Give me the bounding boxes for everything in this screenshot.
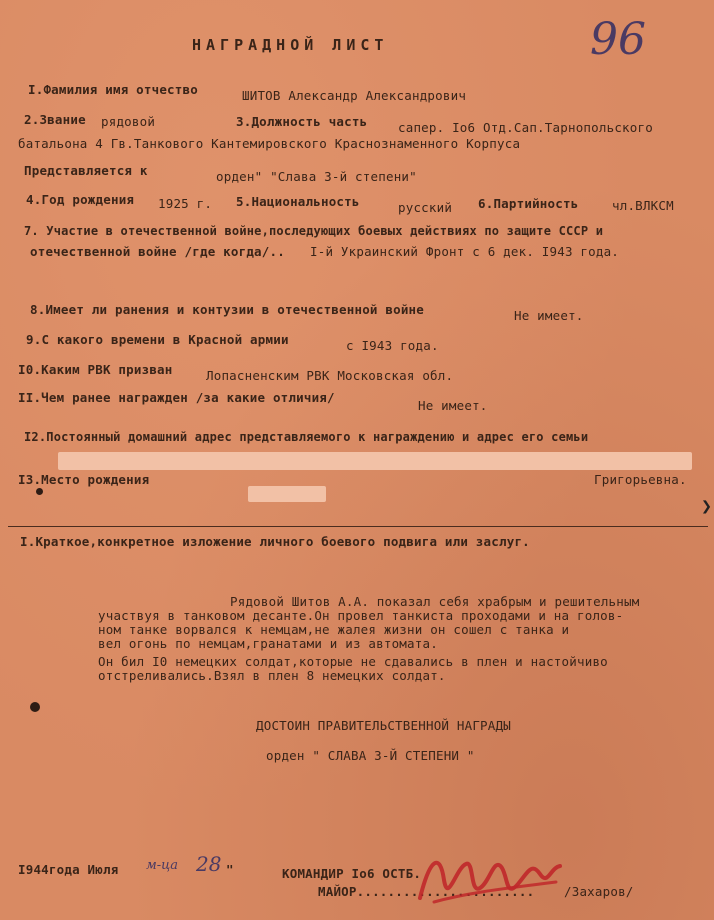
row5-label: 5.Национальность [236,194,360,209]
date-day-handwritten: 28 [196,852,222,876]
row12-value-tail: Григорьевна. [594,472,687,487]
document-title: НАГРАДНОЙ ЛИСТ [192,36,389,54]
date-month-handwritten: м-ца [146,858,178,873]
feat-line: Рядовой Шитов А.А. показал себя храбрым и решительным [230,594,640,609]
redaction-bar [248,486,326,502]
present-value: орден" "Слава 3-й степени" [216,169,417,184]
ink-blot [30,702,40,712]
conclusion-line: ДОСТОИН ПРАВИТЕЛЬСТВЕННОЙ НАГРАДЫ [256,718,511,733]
row1-label: I.Фамилия имя отчество [28,82,198,97]
row9-label: 9.С какого времени в Красной армии [26,332,289,347]
date-prefix: I944года Июля [18,862,119,877]
feat-line: вел огонь по немцам,гранатами и из автомата. [98,636,438,651]
row4-label: 4.Год рождения [26,192,135,207]
row8-label: 8.Имеет ли ранения и контузии в отечественной войне [30,302,425,317]
feat-line: отстреливались.Взял в плен 8 немецких солдат. [98,668,446,683]
conclusion-award: орден " СЛАВА 3-Й СТЕПЕНИ " [266,748,475,763]
row6-label: 6.Партийность [478,196,579,211]
row5-value: русский [398,200,453,215]
row1-value: ШИТОВ Александр Александрович [242,88,467,103]
redaction-bar [58,452,692,470]
row11-label: II.Чем ранее награжден /за какие отличия/ [18,390,335,405]
row2-value: рядовой [101,114,156,129]
section-divider [8,526,708,527]
commander-signature [410,838,570,916]
next-page-arrow-icon[interactable]: ❯ [701,496,712,517]
feat-line: участвуя в танковом десанте.Он провел танкиста проходами и на голов- [98,608,624,623]
handwritten-sheet-number: 96 [590,14,646,65]
row8-value: Не имеет. [514,308,584,323]
rank-line: МАЙОР....................... [318,884,535,899]
ink-blot [36,488,43,495]
feat-line: ном танке ворвался к немцам,не жалея жизни он сошел с танка и [98,622,570,637]
row4-value: 1925 г. [158,196,213,211]
row12-label: I2.Постоянный домашний адрес представляемого к награждению и адрес его семьи [24,430,589,444]
feat-line: Он бил I0 немецких солдат,которые не сдавались в плен и настойчиво [98,654,608,669]
row3-value-b: батальона 4 Гв.Танкового Кантемировского Краснознаменного Корпуса [18,136,521,151]
signer-name: /Захаров/ [564,884,634,899]
row11-value: Не имеет. [418,398,488,413]
row7-value: I-й Украинский Фронт с 6 дек. I943 года. [310,244,620,259]
section2-heading: I.Краткое,конкретное изложение личного боевого подвига или заслуг. [20,534,530,549]
present-label: Представляется к [24,163,148,178]
row2-label: 2.Звание [24,112,86,127]
row10-label: I0.Каким РВК призван [18,362,173,377]
row7-label-b: отечественной войне /где когда/.. [30,244,285,259]
row3-value-a: сапер. Iо6 Отд.Сап.Тарнопольского [398,120,653,135]
date-suffix: " [226,862,234,877]
row10-value: Лопасненским РВК Московская обл. [206,368,454,383]
row3-label: 3.Должность часть [236,114,368,129]
commander-line: КОМАНДИР Iо6 ОСТБ. [282,866,422,881]
row13-label: I3.Место рождения [18,472,150,487]
row6-value: чл.ВЛКСМ [612,198,674,213]
row7-label-a: 7. Участие в отечественной войне,последующих боевых действиях по защите СССР и [24,224,604,238]
row9-value: с I943 года. [346,338,439,353]
